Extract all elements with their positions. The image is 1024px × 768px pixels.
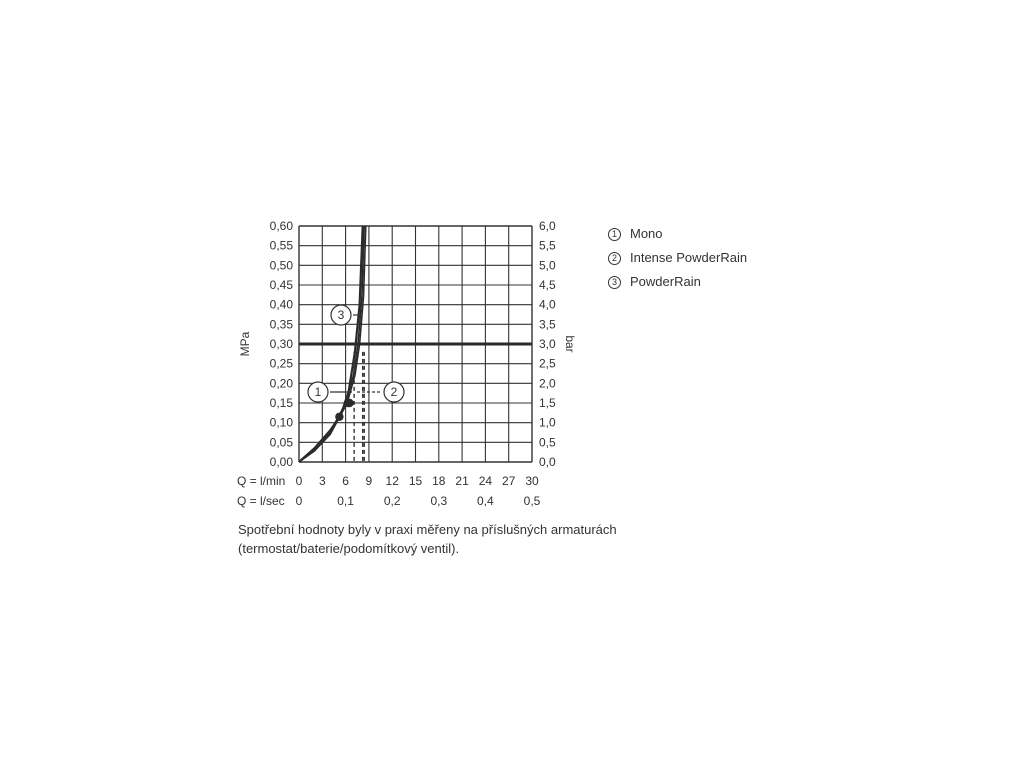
x-tick-label: 0,3 <box>430 494 448 508</box>
marker-2-icon: 2 <box>608 252 621 265</box>
y-left-tick-label: 0,20 <box>269 376 293 391</box>
y-right-tick-label: 2,5 <box>539 356 556 371</box>
x-tick-label: 15 <box>408 474 423 488</box>
x-tick-label: 30 <box>525 474 539 488</box>
y-left-tick-label: 0,10 <box>269 415 293 430</box>
y-left-tick-label: 0,55 <box>269 238 293 253</box>
x-tick-label: 0 <box>295 474 303 488</box>
callout-label-1: 1 <box>314 385 322 399</box>
legend-label-mono: Mono <box>630 226 663 241</box>
y-left-tick-label: 0,00 <box>269 455 293 469</box>
x-tick-label: 0 <box>295 494 303 508</box>
y-left-tick-label: 0,60 <box>269 219 293 233</box>
y-left-tick-label: 0,40 <box>269 297 293 312</box>
y-right-tick-label: 1,0 <box>539 415 556 430</box>
y-right-tick-label: 5,0 <box>539 258 556 273</box>
y-left-tick-label: 0,25 <box>269 356 293 371</box>
legend-item-powderrain <box>608 270 747 294</box>
x-tick-label: 0,4 <box>477 494 494 508</box>
y-left-tick-label: 0,35 <box>269 317 293 332</box>
y-right-tick-label: 0,0 <box>539 455 556 469</box>
y-left-tick-label: 0,30 <box>269 337 293 351</box>
x-tick-label: 3 <box>318 474 326 488</box>
y-right-tick-label: 5,5 <box>539 238 556 253</box>
y-left-tick-label: 0,05 <box>269 435 293 450</box>
y-axis-left-label: MPa <box>238 331 252 357</box>
x-tick-label: 18 <box>432 474 446 488</box>
y-right-tick-label: 2,0 <box>539 376 556 391</box>
y-axis-right-label: bar <box>563 335 577 353</box>
x-tick-label: 6 <box>342 474 349 488</box>
x-row-label: Q = l/sec <box>237 494 285 508</box>
legend-label-intense-powderrain: Intense PowderRain <box>630 250 748 265</box>
y-left-tick-label: 0,50 <box>269 258 293 273</box>
legend-label-powderrain: PowderRain <box>630 274 701 289</box>
x-tick-label: 27 <box>502 474 516 488</box>
legend-item-mono <box>608 222 747 246</box>
y-right-tick-label: 4,5 <box>539 278 556 292</box>
x-tick-label: 0,5 <box>523 494 541 508</box>
x-tick-label: 12 <box>385 474 399 488</box>
y-right-tick-label: 3,0 <box>539 337 556 351</box>
x-tick-label: 24 <box>478 474 493 488</box>
callout-label-2: 2 <box>390 385 398 399</box>
x-tick-label: 21 <box>455 474 469 488</box>
legend <box>608 222 747 294</box>
y-left-tick-label: 0,15 <box>269 396 293 410</box>
x-row-label: Q = l/min <box>237 474 286 488</box>
legend-item-intense-powderrain <box>608 246 747 270</box>
measurement-note: Spotřební hodnoty byly v praxi měřeny na příslušných armaturách (termostat/baterie/podomítkový ventil). <box>238 522 617 556</box>
marker-3-icon: 3 <box>608 276 621 289</box>
marker-1-icon: 1 <box>608 228 621 241</box>
y-right-tick-label: 1,5 <box>539 396 556 410</box>
y-right-tick-label: 4,0 <box>539 297 556 312</box>
y-left-tick-label: 0,45 <box>269 278 293 292</box>
operating-point-3 <box>345 399 353 407</box>
callout-label-3: 3 <box>337 308 345 322</box>
x-tick-label: 0,2 <box>383 494 401 508</box>
x-tick-label: 9 <box>365 474 373 488</box>
y-right-tick-label: 3,5 <box>539 317 556 332</box>
operating-point-1 <box>335 413 343 421</box>
y-right-tick-label: 6,0 <box>539 219 556 233</box>
y-right-tick-label: 0,5 <box>539 435 556 450</box>
x-tick-label: 0,1 <box>337 494 354 508</box>
